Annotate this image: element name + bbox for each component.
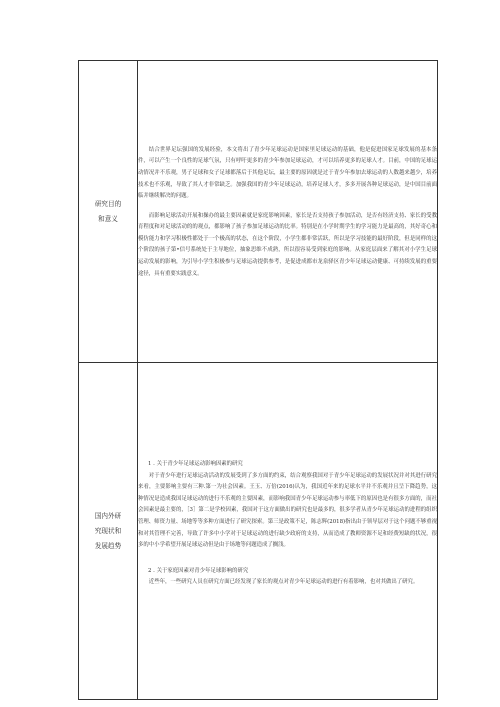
- label-line: 发展趋势: [94, 541, 122, 550]
- label-line: 究现状和: [94, 526, 122, 535]
- section-content-purpose: [138, 61, 438, 363]
- section-label-purpose: [79, 61, 138, 363]
- paragraph: 近些年，一些研究人员在研究方面已经发现了家长的观点对青少年足球运动的进行有着影响，也对其做出了研究。: [148, 579, 419, 586]
- section-label-research-status: [79, 363, 138, 700]
- subsection-heading: 2 . 关于家庭因素对青少年足球影响的研究: [148, 567, 249, 574]
- section-content-research-status: [138, 363, 438, 700]
- subsection-heading: 1 . 关于青少年足球运动影响因素的研究: [148, 461, 243, 467]
- label-line: 国内外研: [94, 511, 122, 520]
- section-row-research-status: [79, 363, 438, 700]
- proposal-table: [78, 60, 438, 700]
- label-line: 研究目的: [94, 199, 122, 208]
- section-row-purpose: [79, 61, 438, 363]
- label-line: 和意义: [98, 214, 118, 223]
- paragraph: 结合世界足坛强国的发展经验，本文将出了青少年足球运动是国家里足球运动的基础，他是促进国家足球发展的基本条件，可以产生一个良性的足球气氛，只有呼吁更多的青少年参加足球运动，才可以培养更多的足球人才。目前，中国的足球运动情况并不乐观，男子足球和女子足球都落后于其他足坛，最主要的原因就是过于青少年参加去球运动的人数越来越少，培养技术也不乐观，导致了其人才非常缺乏。加强我国的青少年足球运动，培养足球人才，多多开展各种足球运动，是中国目前面临并继续解决的问题。: [138, 146, 437, 200]
- paragraph: 而影响足球活动开展和操办的最主要因素就是家庭影响因素，家长是否支持孩子参加活动，是否有经济支持、家长的受教育程度和对足球活动的的观点，都影响了孩子参加足球运动的比率。特别是在小学时期学生的学习能力是最高的，其好奇心和模仿能力和学习积极性都处于一个极高的状态，在这个阶段，小学生都非常活跃，所以是学习技能的最好阶段，但是同样的这个阶段的孩子第•信号系统处于主导地位，抽象思维不成熟，所以很容易受到家庭的影响。从家庭层面来了解其对小学生足球运动发展的影响，为引导小学生积极参与足球运动提供参考，是促进成都市龙泉驿区青少年足球运动健康、可持续发展的重要途径，具有重要实践意义。: [138, 212, 437, 277]
- paragraph: 对于青少年进行足球运动活动的发展受到了多方面的约束，结合观察我国对于青少年足球运动的发展状况并对其进行研究来看，主要影响主要有三种.第一为社会因素。王玉、万倍(2016)认为，我国近年来的足球水平并不乐观并且呈下降趋势，这种情况是造成我国足球运动的进行不乐观的主要因素，而影响我国青少年足球运动参与率低下的原因也是有很多方面的，而社会因素是最主要的，［3］第二是学校因素，我国对于这方面做出的研究也是最多的，很多学者从青少年足球运动的进程的组织管理、师资力量、场地等等多种方面进行了研究探索。第三是政策不足，陈志辉(2018)指出由于领导层对于这个问题不够重视和对其管理不完善，导致了许多中小学对于足球运动的进行缺少政府的支持，从而造成了教师资源不足和经费短缺的状况，很多的中小学希望开展足球运动但是由于场地等问题造成了搁浅。: [138, 472, 437, 549]
